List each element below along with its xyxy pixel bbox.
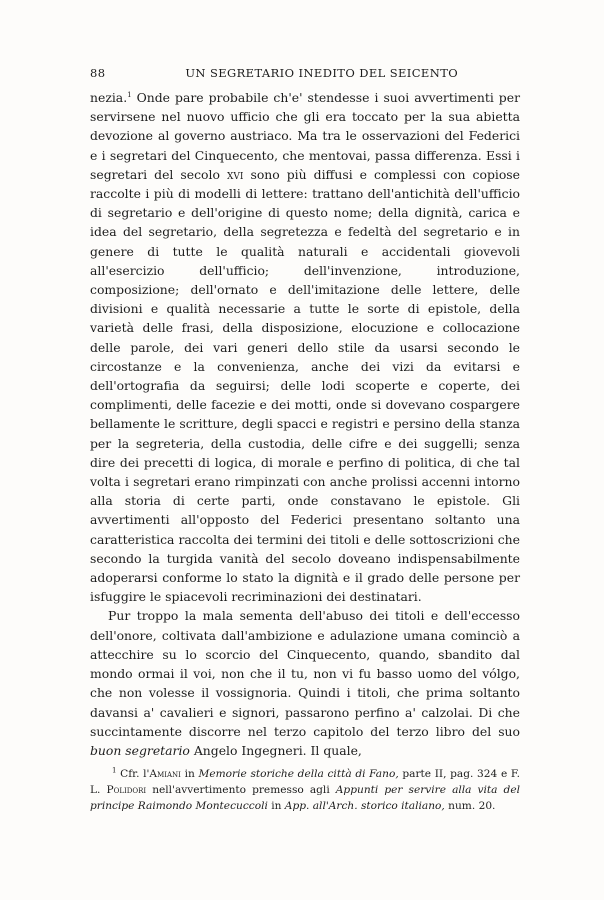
page-number: 88 xyxy=(90,66,106,80)
footnotes xyxy=(90,766,520,814)
paragraph-1-text: Onde pare probabile ch'e' stendesse i suoi avvertimenti per servirsene nel nuovo ufficio che gli era toccato per la sua abietta devozione al governo austriaco. Ma tra le osservazioni del Federici e i segretari del Cinquecento, che mentovai, passa differenza. Essi i segretari del secolo xyxy=(90,90,520,182)
paragraph-2-text: Angelo Ingegneri. Il quale, xyxy=(189,742,362,758)
footnote-text: parte II, pag. 324 e F. L. xyxy=(90,768,520,796)
footnote-text: in xyxy=(267,800,285,812)
footnote-text: in xyxy=(180,768,199,780)
footnote-marker: 1 xyxy=(112,766,117,775)
footnote-author: Amiani xyxy=(149,768,181,780)
paragraph-2 xyxy=(90,606,520,760)
footnote-author: Polidori xyxy=(106,784,147,796)
page-header xyxy=(90,66,520,80)
paragraph-2-text: Pur troppo la mala sementa dell'abuso dei titoli e dell'eccesso dell'onore, coltivata dall'ambizione e adulazione umana cominciò a attecchire su lo scorcio del Cinquecento, quando, sbandito dal mondo ormai il voi, non che il tu, non vi fu basso uomo del vólgo, che non volesse il vossignoria. Quindi i titoli, che prima soltanto davansi a' cavalieri e signori, passarono perfino a' calzolai. Di che succintamente discorre nel terzo capitolo del terzo libro del suo xyxy=(90,608,520,739)
footnote-text: Cfr. l' xyxy=(116,768,150,780)
footnote-work-title: Appunti per servire alla vita del principe Raimondo Montecuccoli xyxy=(90,784,520,812)
paragraph-1-text: nezia. xyxy=(90,90,128,105)
footnote-1 xyxy=(90,766,520,814)
footnote-work-title: App. all'Arch. storico italiano, xyxy=(284,800,445,812)
footnote-work-title: Memorie storiche della città di Fano, xyxy=(198,768,399,780)
paragraph-1 xyxy=(90,88,520,606)
footnote-text: nell'avvertimento premesso agli xyxy=(146,784,336,796)
main-text xyxy=(90,88,520,760)
cited-work-title: buon segretario xyxy=(90,742,190,758)
century-numeral: xvi xyxy=(226,166,244,182)
running-title: UN SEGRETARIO INEDITO DEL SEICENTO xyxy=(185,66,459,80)
paragraph-1-text: sono più diffusi e complessi con copiose raccolte i più di modelli di lettere: trattano dell'antichità dell'ufficio di segretario e dell'origine di questo nome; della dignità, carica e idea del segretario, della segretezza e fedeltà del segretario e in genere di tutte le qualità naturali e accidentali giovevoli all'esercizio dell'ufficio; dell'invenzione, introduzione, composizione; dell'ornato e dell'imitazione delle lettere, delle divisioni e qualità necessarie a tutte le sorte di epistole, della varietà delle frasi, della disposizione, elocuzione e collocazione delle parole, dei vari generi dello stile da usarsi secondo le circostanze e la convenienza, anche dei vizi da evitarsi e dell'ortografia da seguirsi; delle lodi scoperte e coperte, dei complimenti, delle facezie e dei motti, onde si dovevano cospargere bellamente le scritture, degli spacci e registri e persino della stanza per la segreteria, della custodia, delle cifre e dei suggelli; senza dire dei precetti di logica, di morale e perfino di politica, di che tal volta i segretari erano rimpinzati con anche prolissi accenni intorno alla storia di certe parti, onde constavano le epistole. Gli avvertimenti all'opposto del Federici presentano soltanto una caratteristica raccolta dei termini dei titoli e delle sottoscrizioni che secondo la turgida vanità del secolo doveano indispensabilmente adoperarsi conforme lo stato la dignità e il grado delle persone per isfuggire le spiacevoli recriminazioni dei destinatari. xyxy=(90,166,520,605)
footnote-text: num. 20. xyxy=(444,800,496,812)
footnote-reference: 1 xyxy=(127,90,132,99)
